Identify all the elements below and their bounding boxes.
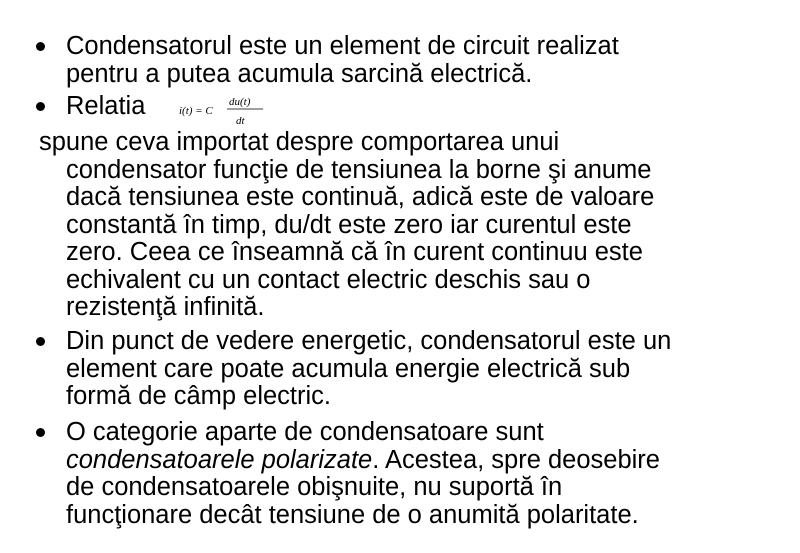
bullet-1-line-2: pentru a putea acumula sarcină electrică. bbox=[66, 59, 533, 88]
bullet-1-line-1: Condensatorul este un element de circuit realizat bbox=[66, 32, 619, 60]
paragraph-line-6: echivalent cu un contact electric deschis sau o bbox=[66, 265, 591, 294]
bullet-4-line-4: funcţionare decât tensiune de o anumită polaritate. bbox=[66, 500, 639, 529]
bullet-2-label: Relatia bbox=[66, 92, 146, 120]
bullet-4 bbox=[66, 419, 660, 529]
formula-lhs: i(t) = C bbox=[179, 105, 213, 117]
bullet-4-line-2 bbox=[66, 447, 660, 475]
bullet-3-line-1: Din punct de vedere energetic, condensatorul este un bbox=[66, 327, 672, 355]
bullet-3-line-3: formă de câmp electric. bbox=[66, 382, 332, 410]
bullet-3-line-2: element care poate acumula energie electrică sub bbox=[66, 354, 631, 383]
paragraph-line-1: spune ceva importat despre comportarea unui bbox=[39, 128, 560, 156]
bullet-4-line-2-rest: . Acestea, spre deosebire bbox=[372, 445, 660, 474]
bullet-dot bbox=[36, 428, 45, 437]
bullet-dot bbox=[36, 102, 45, 111]
formula-numerator: du(t) bbox=[229, 96, 251, 108]
paragraph-line-3: dacă tensiunea este continuă, adică este de valoare bbox=[66, 183, 655, 211]
bullet-4-line-1: O categorie aparte de condensatoare sunt bbox=[66, 418, 544, 446]
paragraph-line-5: zero. Ceea ce înseamnă că în curent continuu este bbox=[66, 238, 643, 266]
bullet-dot bbox=[36, 337, 45, 346]
formula-denominator: dt bbox=[236, 115, 245, 127]
bullet-4-italic-term: condensatoarele polarizate bbox=[66, 445, 373, 474]
paragraph-line-7: rezistenţă infinită. bbox=[66, 293, 265, 321]
bullet-1 bbox=[66, 33, 619, 88]
formula-image bbox=[177, 94, 269, 130]
bullet-4-line-3: de condensatoarele obişnuite, nu suportă în bbox=[66, 473, 563, 501]
bullet-dot bbox=[36, 42, 45, 51]
paragraph-line-4: constantă în timp, du/dt este zero iar curentul este bbox=[66, 210, 632, 239]
bullet-2 bbox=[66, 93, 145, 121]
bullet-3 bbox=[66, 328, 671, 411]
explanation-paragraph bbox=[39, 129, 654, 322]
paragraph-line-2: condensator funcţie de tensiunea la borne şi anume bbox=[66, 155, 652, 184]
